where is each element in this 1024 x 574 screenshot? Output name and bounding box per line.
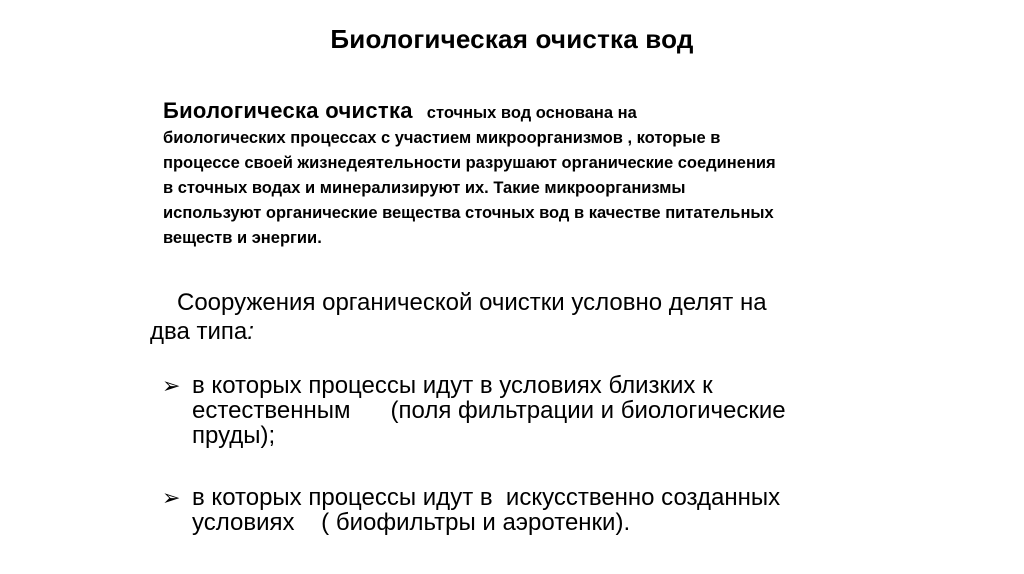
- intro-line: веществ и энергии.: [163, 229, 322, 247]
- intro-line: биологических процессах с участием микроорганизмов , которые в: [163, 129, 721, 147]
- bullet-text: [162, 373, 922, 448]
- intro-lead-tail: сточных вод основана на: [426, 104, 637, 122]
- types-heading: [150, 288, 910, 346]
- types-heading-line: [150, 317, 910, 346]
- intro-lead-term: Биологическа очистка: [163, 98, 413, 123]
- intro-first-line: [163, 98, 883, 126]
- bullet-item: [162, 485, 922, 535]
- arrow-checkmark-icon: ➢: [162, 373, 181, 398]
- types-heading-colon: :: [247, 318, 254, 345]
- bullet-line: в которых процессы идут в искусственно созданных: [192, 484, 781, 511]
- bullet-line: пруды);: [192, 422, 276, 449]
- slide-title: Биологическая очистка вод: [330, 24, 694, 54]
- bullet-line: естественным (поля фильтрации и биологические: [192, 397, 786, 424]
- arrow-checkmark-icon: ➢: [162, 485, 181, 510]
- types-heading-text: два типа: [150, 318, 248, 345]
- intro-paragraph: [163, 98, 883, 251]
- bullet-line: в которых процессы идут в условиях близких к: [192, 372, 713, 399]
- bullet-text: [162, 485, 922, 535]
- bullet-line: условиях ( биофильтры и аэротенки).: [192, 509, 631, 536]
- bullet-item: [162, 373, 922, 448]
- intro-line: процессе своей жизнедеятельности разрушают органические соединения: [163, 154, 776, 172]
- intro-line: используют органические вещества сточных вод в качестве питательных: [163, 204, 774, 222]
- types-heading-line: Сооружения органической очистки условно делят на: [177, 289, 767, 316]
- intro-line: в сточных водах и минерализируют их. Такие микроорганизмы: [163, 179, 686, 197]
